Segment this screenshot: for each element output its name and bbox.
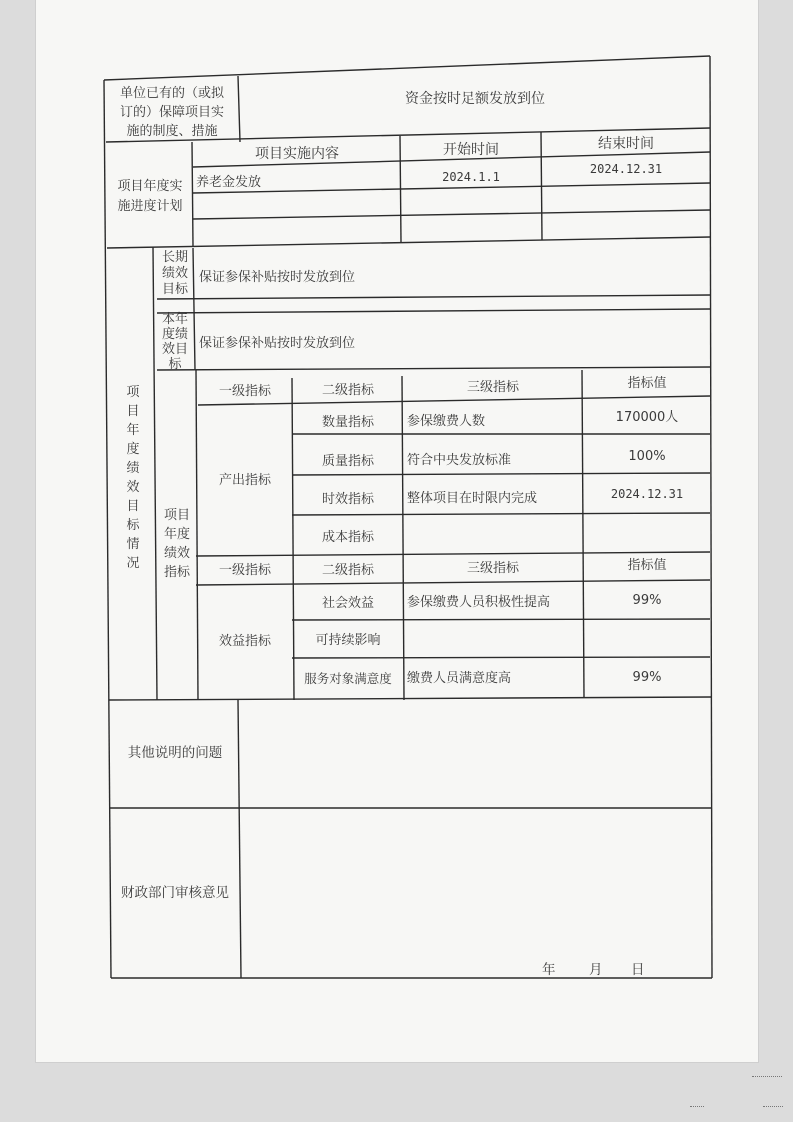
other-issues-label: 其他说明的问题 bbox=[127, 745, 223, 761]
output-header-level2: 二级指标 bbox=[321, 383, 374, 398]
scan-artifact bbox=[752, 1076, 782, 1078]
benefit-header-value: 指标值 bbox=[627, 558, 667, 573]
measures-label: 单位已有的（或拟 订的）保障项目实 施的制度、措施 bbox=[119, 86, 224, 139]
long-term-content: 保证参保补贴按时发放到位 bbox=[199, 270, 356, 285]
goals-label: 项 目 年 度 绩 效 目 标 情 况 bbox=[126, 385, 140, 571]
output-row-1-level3: 参保缴费人数 bbox=[407, 414, 486, 429]
output-row-2-level2: 质量指标 bbox=[321, 454, 374, 469]
output-row-3-level2: 时效指标 bbox=[321, 492, 374, 507]
benefit-header-level1: 一级指标 bbox=[218, 563, 271, 578]
output-row-3-level3: 整体项目在时限内完成 bbox=[407, 491, 538, 506]
benefit-row-3-value: 99% bbox=[632, 670, 662, 685]
measures-content: 资金按时足额发放到位 bbox=[405, 91, 545, 107]
schedule-header-start: 开始时间 bbox=[443, 142, 499, 158]
review-date-year: 年 bbox=[542, 962, 556, 978]
benefit-row-3-level2: 服务对象满意度 bbox=[304, 671, 392, 686]
benefit-header-level2: 二级指标 bbox=[321, 563, 374, 578]
output-row-1-level2: 数量指标 bbox=[321, 415, 374, 430]
schedule-row-1-start: 2024.1.1 bbox=[442, 170, 500, 184]
schedule-row-1-end: 2024.12.31 bbox=[589, 162, 663, 176]
benefit-header-level3: 三级指标 bbox=[466, 561, 519, 576]
output-row-3-value: 2024.12.31 bbox=[610, 487, 684, 501]
review-label: 财政部门审核意见 bbox=[121, 885, 229, 901]
benefit-row-3-level3: 缴费人员满意度高 bbox=[407, 671, 512, 686]
benefit-row-2-level2: 可持续影响 bbox=[315, 633, 381, 648]
long-term-label: 长期 绩效 目标 bbox=[161, 250, 188, 297]
output-row-2-level3: 符合中央发放标准 bbox=[407, 453, 512, 468]
schedule-header-content: 项目实施内容 bbox=[255, 146, 339, 162]
output-indicator-label: 产出指标 bbox=[218, 473, 271, 488]
schedule-label: 项目年度实 施进度计划 bbox=[117, 179, 183, 214]
output-row-1-value: 170000人 bbox=[615, 410, 679, 425]
review-date-day: 日 bbox=[631, 962, 645, 978]
schedule-row-1-content: 养老金发放 bbox=[196, 175, 262, 190]
benefit-row-1-level3: 参保缴费人员积极性提高 bbox=[407, 595, 551, 610]
review-date-month: 月 bbox=[589, 962, 603, 978]
benefit-indicator-label: 效益指标 bbox=[218, 634, 271, 649]
benefit-row-1-value: 99% bbox=[632, 593, 662, 608]
schedule-header-end: 结束时间 bbox=[598, 136, 654, 152]
annual-label: 本年 度绩 效目 标 bbox=[161, 312, 188, 372]
output-row-4-level2: 成本指标 bbox=[321, 530, 374, 545]
output-header-level3: 三级指标 bbox=[466, 380, 519, 395]
indicators-label: 项目 年度 绩效 指标 bbox=[163, 508, 190, 580]
annual-content: 保证参保补贴按时发放到位 bbox=[199, 336, 356, 351]
benefit-row-1-level2: 社会效益 bbox=[321, 596, 374, 611]
output-header-value: 指标值 bbox=[627, 376, 667, 391]
scan-artifact bbox=[690, 1106, 704, 1108]
output-row-2-value: 100% bbox=[628, 449, 666, 464]
scan-artifact bbox=[763, 1106, 783, 1108]
output-header-level1: 一级指标 bbox=[218, 384, 271, 399]
